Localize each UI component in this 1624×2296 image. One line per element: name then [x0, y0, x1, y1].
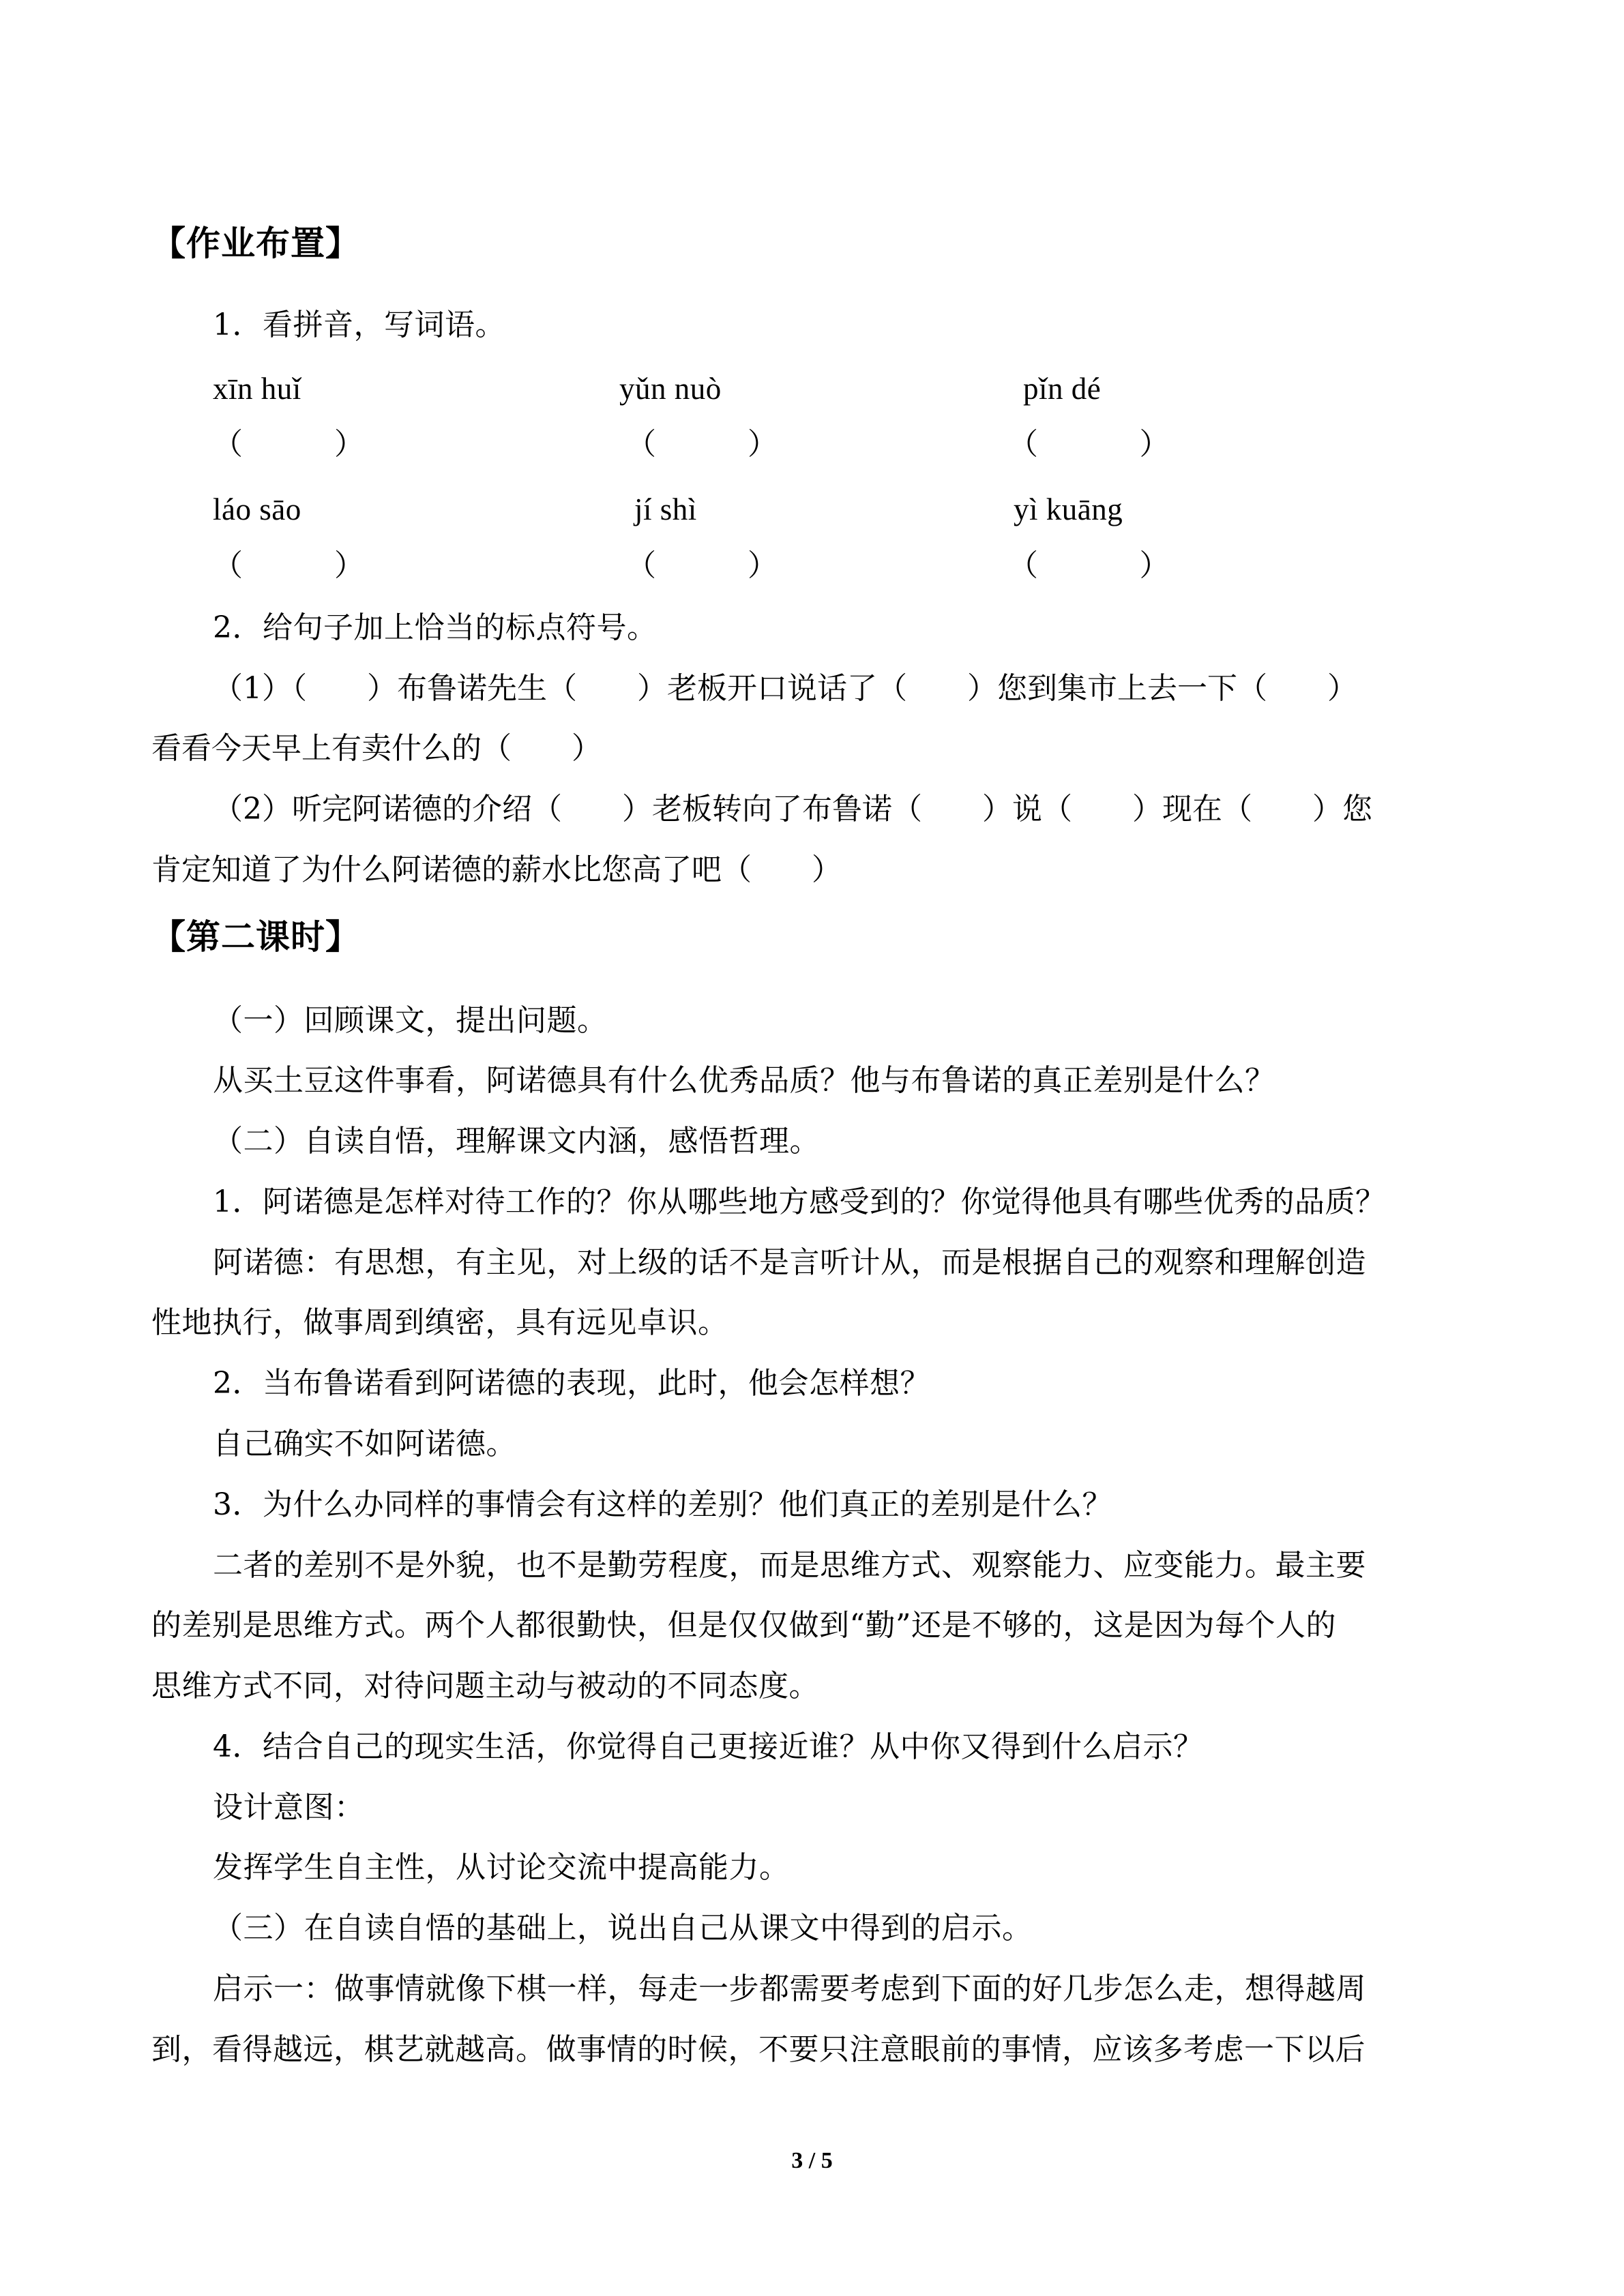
- pinyin-yunnuo: yǔn nuò: [619, 372, 722, 406]
- body-line: 2．当布鲁诺看到阿诺德的表现，此时，他会怎样想？: [213, 1366, 930, 1401]
- body-line: 1．阿诺德是怎样对待工作的？你从哪些地方感受到的？你觉得他具有哪些优秀的品质？: [213, 1184, 1386, 1219]
- body-line: （二）自读自悟，理解课文内涵，感悟哲理。: [213, 1124, 820, 1159]
- body-line: （三）在自读自悟的基础上，说出自己从课文中得到的启示。: [213, 1911, 1033, 1945]
- body-line: 自己确实不如阿诺德。: [213, 1427, 516, 1461]
- question-2-title: 2．给句子加上恰当的标点符号。: [213, 610, 658, 645]
- section-heading-homework: 【作业布置】: [151, 223, 360, 263]
- body-line: 从买土豆这件事看，阿诺德具有什么优秀品质？他与布鲁诺的真正差别是什么？: [213, 1063, 1275, 1098]
- answer-blank: （ ）: [626, 427, 778, 462]
- answer-blank: （ ）: [626, 548, 778, 583]
- body-line: 4．结合自己的现实生活，你觉得自己更接近谁？从中你又得到什么启示？: [213, 1729, 1204, 1764]
- body-line: 设计意图：: [213, 1790, 365, 1825]
- section-heading-second-lesson: 【第二课时】: [151, 916, 360, 957]
- body-line: 的差别是思维方式。两个人都很勤快，但是仅仅做到“勤”还是不够的，这是因为每个人的: [151, 1608, 1336, 1643]
- pinyin-jishi: jí shì: [634, 492, 697, 526]
- sentence-2-line-2: 肯定知道了为什么阿诺德的薪水比您高了吧（ ）: [151, 852, 842, 887]
- pinyin-xinhui: xīn huǐ: [213, 372, 301, 406]
- answer-blank: （ ）: [1008, 548, 1170, 583]
- answer-blank: （ ）: [213, 548, 365, 583]
- body-line: （一）回顾课文，提出问题。: [213, 1003, 608, 1038]
- body-line: 3．为什么办同样的事情会有这样的差别？他们真正的差别是什么？: [213, 1487, 1112, 1522]
- body-line: 思维方式不同，对待问题主动与被动的不同态度。: [151, 1669, 819, 1703]
- sentence-1-line-1: （1）（ ）布鲁诺先生（ ）老板开口说话了（ ）您到集市上去一下（ ）: [213, 671, 1357, 706]
- pinyin-yikuang: yì kuāng: [1014, 492, 1123, 526]
- page-number: 3 / 5: [791, 2148, 833, 2173]
- pinyin-pinde: pǐn dé: [1023, 372, 1102, 406]
- question-1-title: 1．看拼音，写词语。: [213, 308, 505, 342]
- answer-blank: （ ）: [1008, 427, 1170, 462]
- pinyin-laosao: láo sāo: [213, 492, 301, 526]
- answer-blank: （ ）: [213, 427, 365, 462]
- body-line: 到，看得越远，棋艺就越高。做事情的时候，不要只注意眼前的事情，应该多考虑一下以后: [151, 2032, 1365, 2067]
- sentence-1-line-2: 看看今天早上有卖什么的（ ）: [151, 731, 602, 766]
- body-line: 发挥学生自主性，从讨论交流中提高能力。: [213, 1850, 790, 1885]
- body-line: 二者的差别不是外貌，也不是勤劳程度，而是思维方式、观察能力、应变能力。最主要: [213, 1548, 1366, 1583]
- sentence-2-line-1: （2）听完阿诺德的介绍（ ）老板转向了布鲁诺（ ）说（ ）现在（ ）您: [213, 792, 1372, 826]
- body-line: 性地执行，做事周到缜密，具有远见卓识。: [151, 1305, 728, 1340]
- body-line: 启示一：做事情就像下棋一样，每走一步都需要考虑到下面的好几步怎么走，想得越周: [213, 1971, 1366, 2006]
- body-line: 阿诺德：有思想，有主见，对上级的话不是言听计从，而是根据自己的观察和理解创造: [213, 1245, 1366, 1280]
